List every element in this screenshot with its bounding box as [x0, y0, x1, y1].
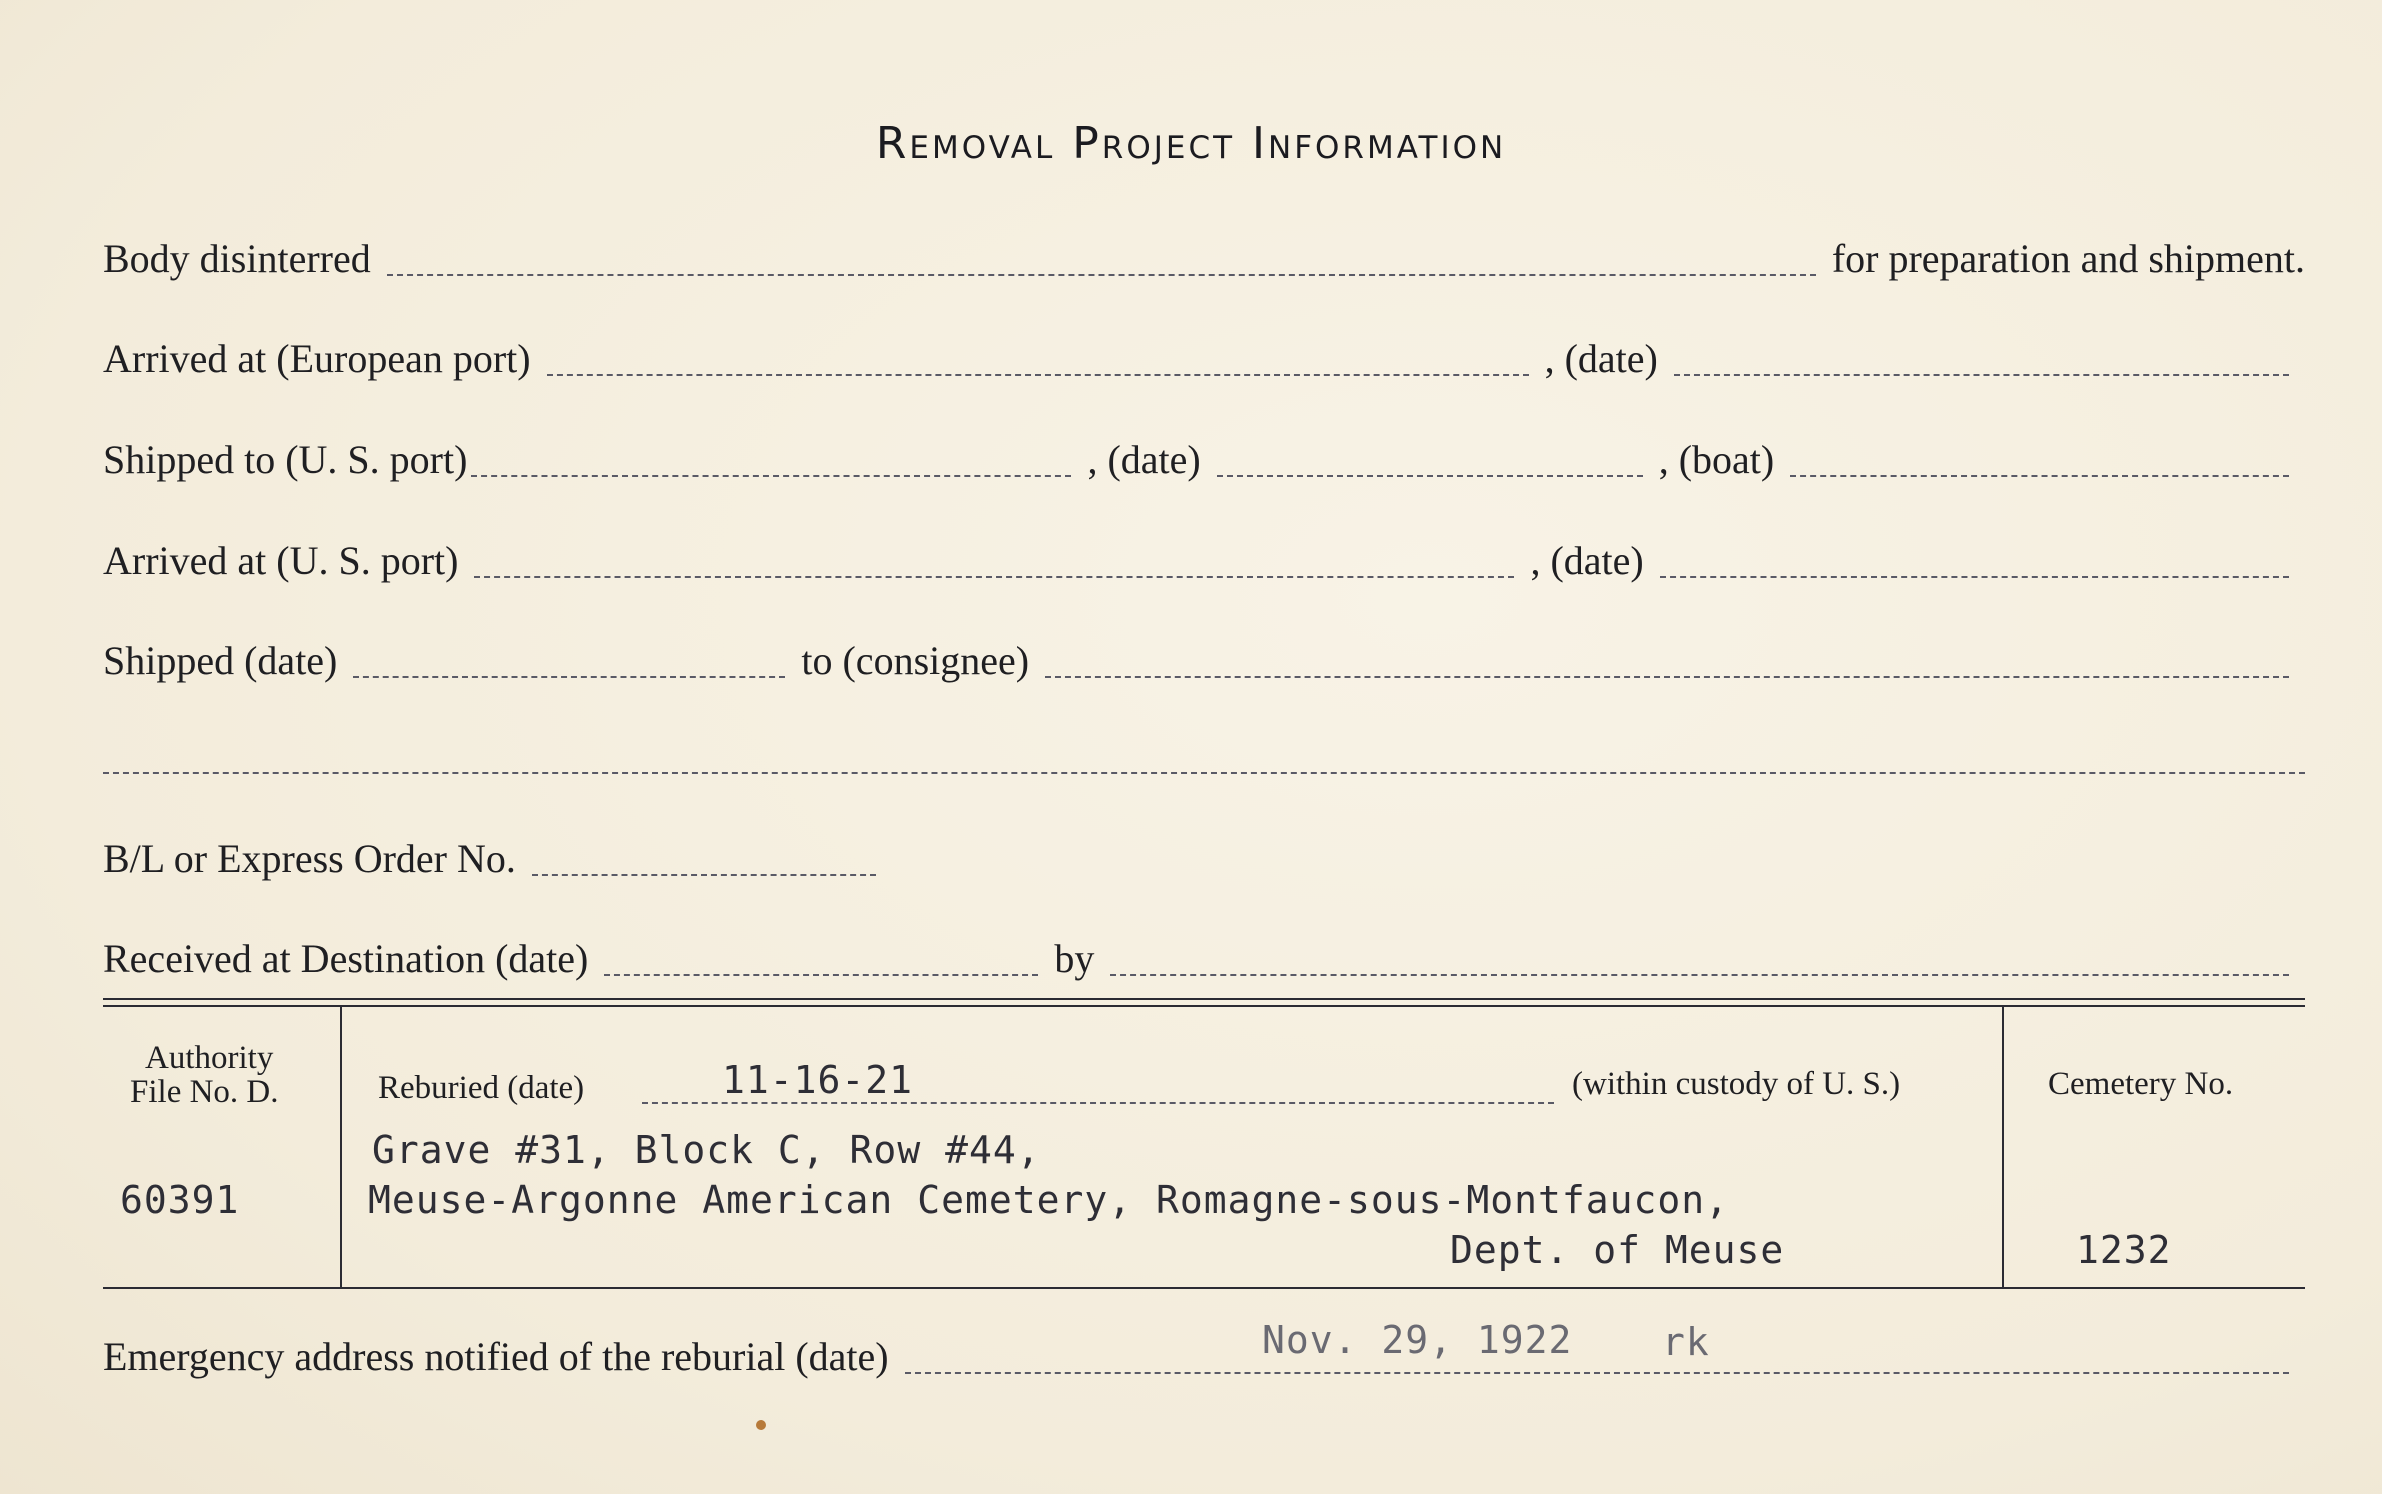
cemetery-number-label: Cemetery No.: [2048, 1066, 2234, 1102]
body-disinterred-label: Body disinterred: [103, 236, 371, 281]
authority-label-line2: File No. D.: [130, 1074, 279, 1110]
emergency-date-value: Nov. 29, 1922: [1262, 1318, 1573, 1362]
shipped-us-port-line: [471, 475, 1071, 477]
grave-location-line: Grave #31, Block C, Row #44,: [372, 1128, 1041, 1172]
shipped-us-date-label: , (date): [1087, 437, 1201, 482]
received-destination-row: [103, 936, 2305, 988]
ink-speck: [756, 1420, 766, 1430]
shipped-us-boat-label: , (boat): [1658, 437, 1775, 482]
custody-label: (within custody of U. S.): [1572, 1066, 1901, 1102]
shipped-us-row: [103, 437, 2305, 489]
arrived-us-date-label: , (date): [1530, 538, 1644, 583]
body-disinterred-suffix: for preparation and shipment.: [1831, 236, 2305, 281]
section-top-rule-1: [103, 998, 2305, 1000]
arrived-european-port-line: [547, 374, 1529, 376]
received-destination-line: [604, 974, 1038, 976]
emergency-initials: rk: [1662, 1320, 1710, 1364]
consignee-label: to (consignee): [801, 638, 1030, 683]
shipped-us-date-line: [1217, 475, 1643, 477]
shipped-consignee-row: [103, 638, 2305, 690]
shipped-date-label: Shipped (date): [103, 638, 338, 683]
section-divider-right: [2002, 1007, 2004, 1287]
received-destination-label: Received at Destination (date): [103, 936, 589, 981]
arrived-european-date-line: [1674, 374, 2289, 376]
arrived-european-label: Arrived at (European port): [103, 336, 531, 381]
reburied-date-label: Reburied (date): [378, 1070, 585, 1106]
emergency-row: [103, 1334, 2305, 1386]
cemetery-number-value: 1232: [2076, 1228, 2172, 1272]
received-by-label: by: [1054, 936, 1095, 981]
arrived-european-date-label: , (date): [1544, 336, 1658, 381]
arrived-us-port-label: Arrived at (U. S. port): [103, 538, 459, 583]
bl-order-row: [103, 836, 2305, 888]
consignee-continuation-line: [103, 772, 2305, 774]
shipped-us-boat-line: [1790, 475, 2289, 477]
arrived-european-row: [103, 336, 2305, 388]
received-by-line: [1110, 974, 2289, 976]
authority-label-line1: Authority: [145, 1040, 274, 1076]
emergency-date-line: [905, 1372, 2289, 1374]
emergency-label: Emergency address notified of the reburial (date): [103, 1334, 889, 1379]
reburied-date-value: 11-16-21: [722, 1058, 914, 1102]
arrived-us-row: [103, 538, 2305, 590]
card-title: Removal Project Information: [875, 118, 1507, 169]
body-disinterred-row: [103, 236, 2305, 288]
cemetery-name-line: Meuse-Argonne American Cemetery, Romagne-sous-Montfaucon,: [368, 1178, 1730, 1222]
authority-file-number: 60391: [120, 1178, 240, 1222]
shipped-us-port-label: Shipped to (U. S. port): [103, 437, 468, 482]
shipped-date-line: [353, 676, 785, 678]
department-line: Dept. of Meuse: [1450, 1228, 1785, 1272]
bl-order-line: [532, 874, 876, 876]
arrived-us-port-line: [474, 576, 1514, 578]
section-top-rule-2: [103, 1005, 2305, 1007]
section-divider-left: [340, 1007, 342, 1287]
section-bottom-rule: [103, 1287, 2305, 1289]
consignee-line: [1045, 676, 2289, 678]
bl-order-label: B/L or Express Order No.: [103, 836, 516, 881]
reburied-date-line: [642, 1102, 1554, 1104]
arrived-us-date-line: [1660, 576, 2289, 578]
body-disinterred-line: [387, 274, 1816, 276]
